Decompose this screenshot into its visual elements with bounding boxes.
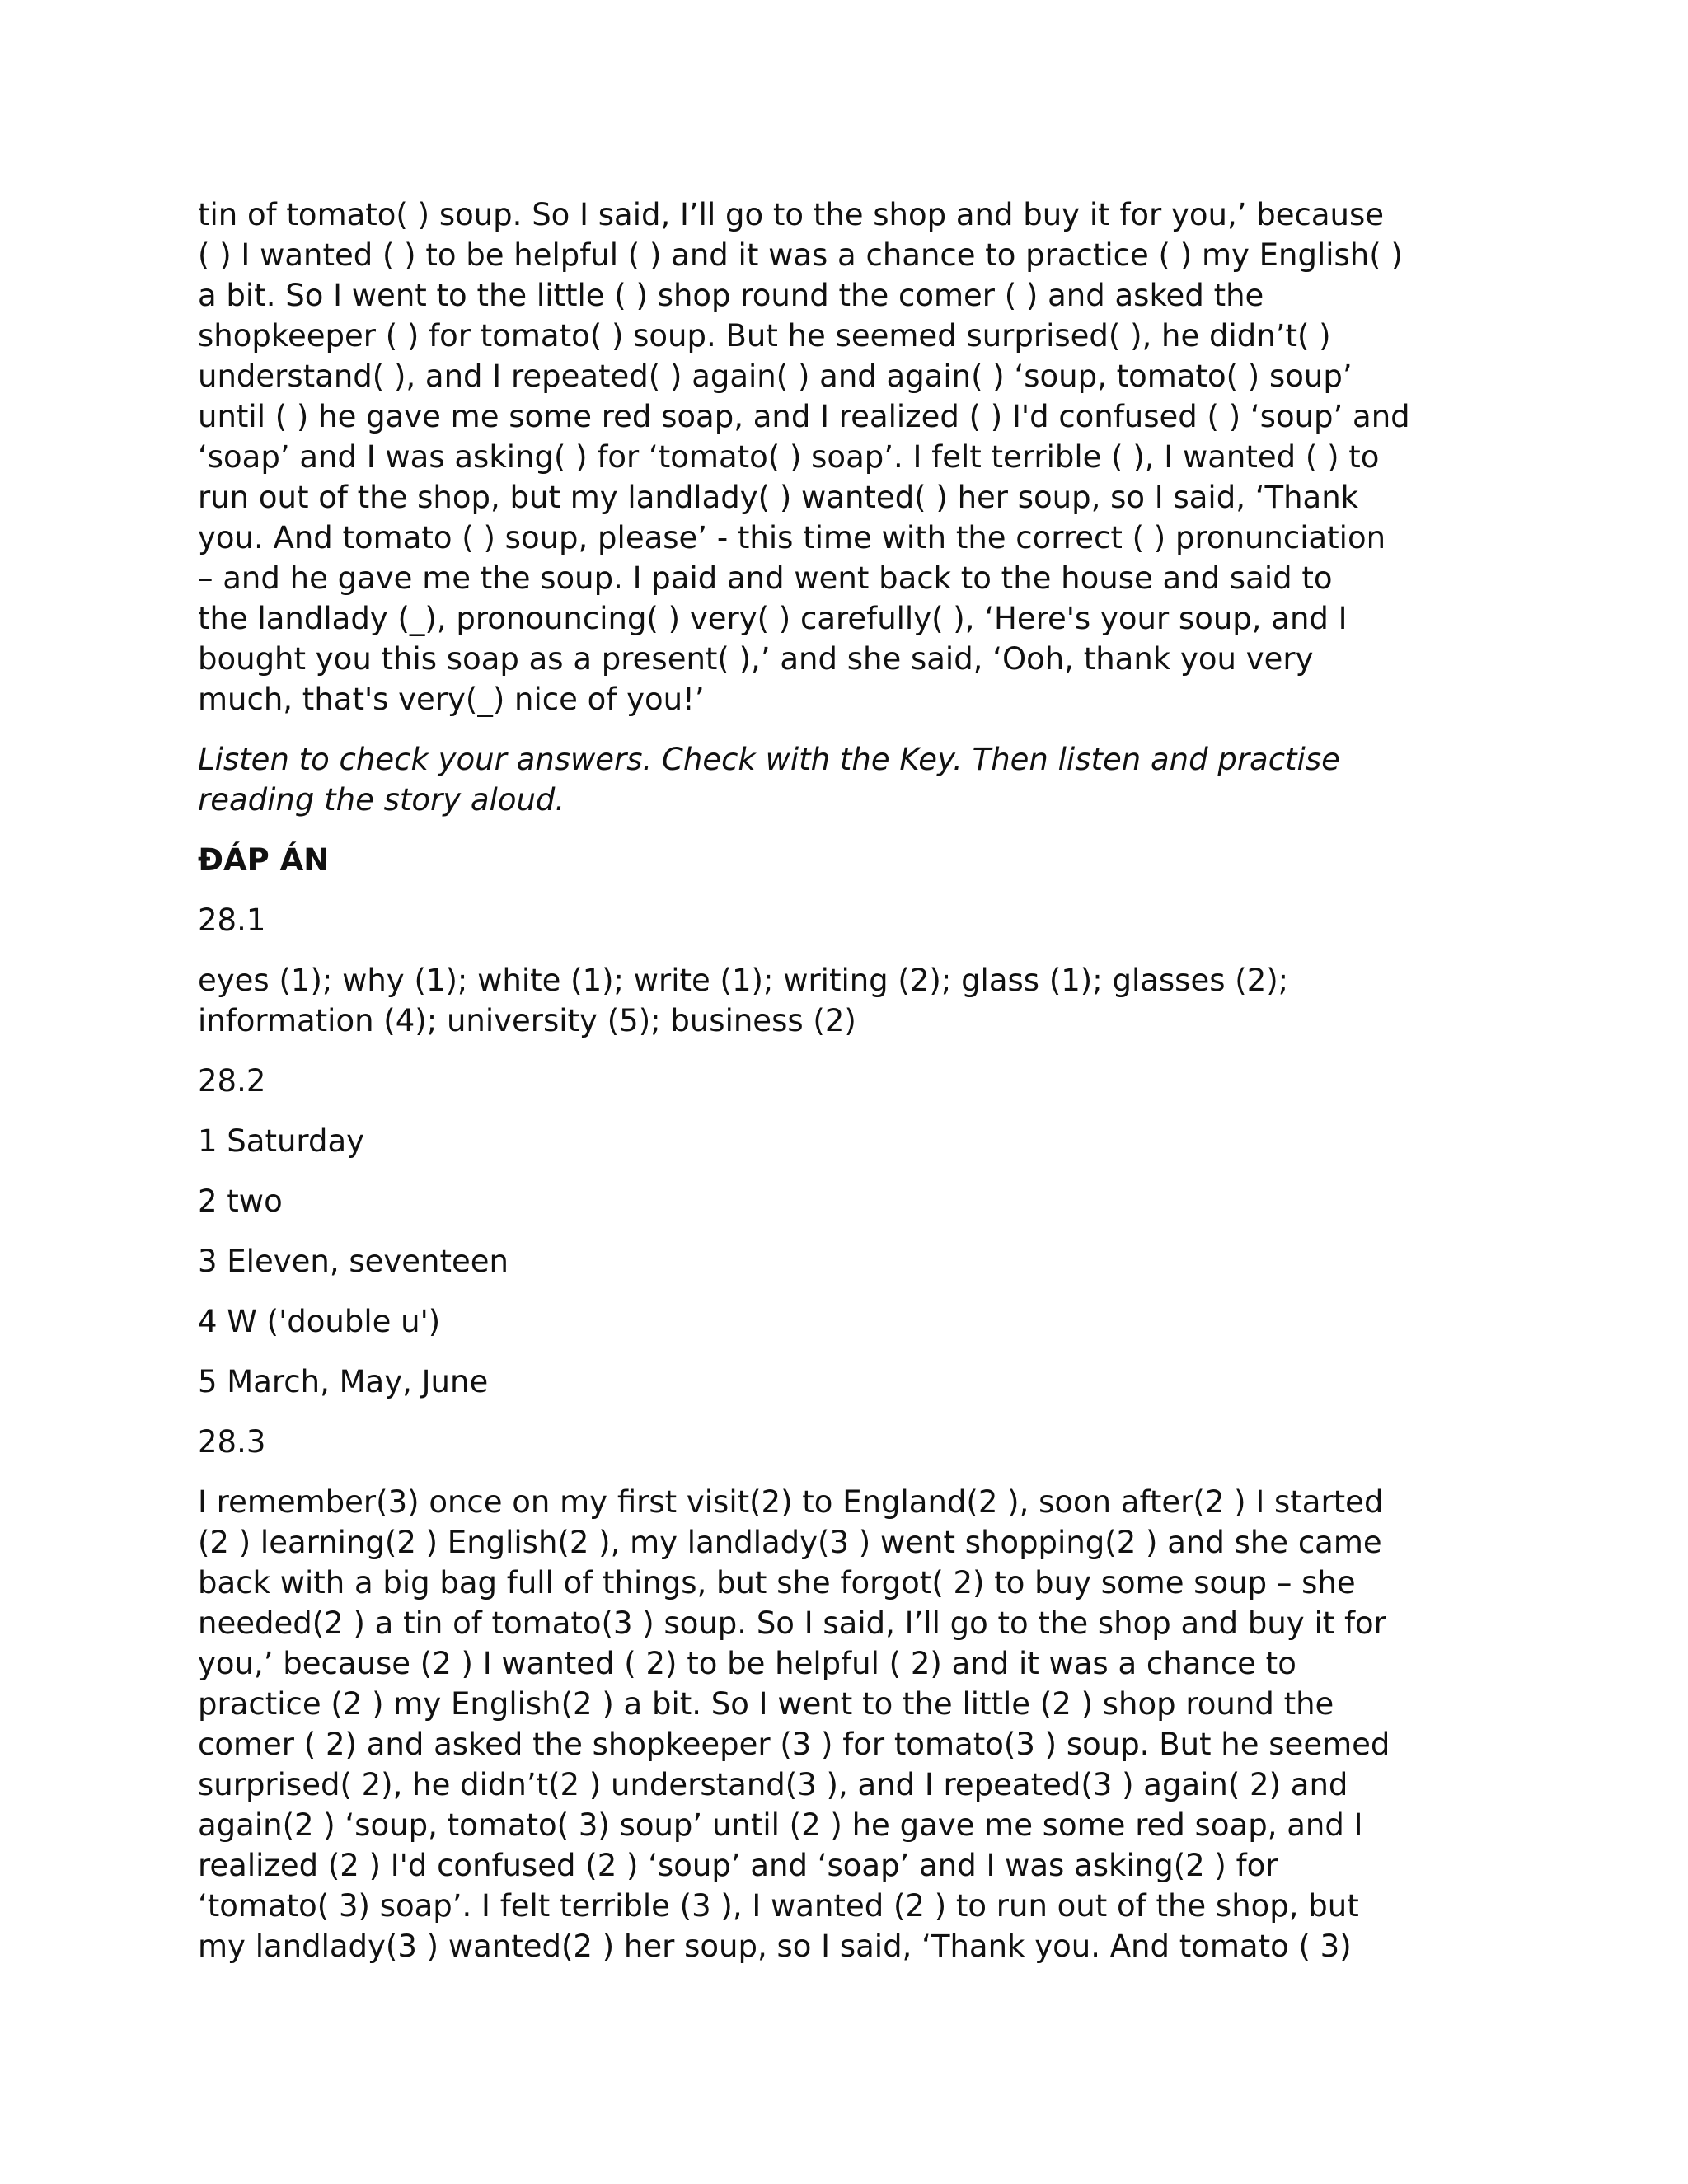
story-paragraph: [198, 194, 1500, 719]
answer-line: eyes (1); why (1); white (1); write (1); writing (2); glass (1); glasses (2);: [198, 963, 1289, 998]
answer-line: ‘tomato( 3) soap’. I felt terrible (3 ), I wanted (2 ) to run out of the shop, but: [198, 1888, 1359, 1924]
answer-line: you,’ because (2 ) I wanted ( 2) to be helpful ( 2) and it was a chance to: [198, 1646, 1296, 1681]
section-28-2-label: 28.2: [198, 1063, 266, 1099]
story-line: a bit. So I went to the little ( ) shop round the comer ( ) and asked the: [198, 278, 1264, 313]
instruction-line: reading the story aloud.: [198, 782, 565, 818]
answer-line: again(2 ) ‘soup, tomato( 3) soup’ until (2 ) he gave me some red soap, and I: [198, 1807, 1363, 1843]
story-line: understand( ), and I repeated( ) again( ) and again( ) ‘soup, tomato( ) soup’: [198, 359, 1353, 394]
story-line: ( ) I wanted ( ) to be helpful ( ) and it was a chance to practice ( ) my English( ): [198, 237, 1403, 273]
section-28-2-item: 5 March, May, June: [198, 1364, 489, 1399]
answer-heading: ĐÁP ÁN: [198, 842, 330, 878]
story-line: much, that's very(_) nice of you!’: [198, 682, 705, 717]
story-line: shopkeeper ( ) for tomato( ) soup. But he seemed surprised( ), he didn’t( ): [198, 318, 1331, 354]
section-28-2-item: 4 W ('double u'): [198, 1304, 441, 1339]
answer-line: surprised( 2), he didn’t(2 ) understand(3 ), and I repeated(3 ) again( 2) and: [198, 1767, 1348, 1802]
story-line: until ( ) he gave me some red soap, and I realized ( ) I'd confused ( ) ‘soup’ and: [198, 399, 1410, 434]
section-28-1-answers: [198, 960, 1500, 1041]
story-line: the landlady (_), pronouncing( ) very( ) carefully( ), ‘Here's your soup, and I: [198, 601, 1348, 636]
answer-line: realized (2 ) I'd confused (2 ) ‘soup’ and ‘soap’ and I was asking(2 ) for: [198, 1848, 1278, 1883]
answer-line: back with a big bag full of things, but she forgot( 2) to buy some soup – she: [198, 1565, 1356, 1601]
section-28-2-item: 1 Saturday: [198, 1123, 365, 1159]
answer-line: my landlady(3 ) wanted(2 ) her soup, so I said, ‘Thank you. And tomato ( 3): [198, 1929, 1352, 1964]
instruction-line: Listen to check your answers. Check with the Key. Then listen and practise: [198, 742, 1340, 777]
story-line: you. And tomato ( ) soup, please’ - this time with the correct ( ) pronunciation: [198, 520, 1386, 555]
document-page: [198, 194, 1500, 1986]
section-28-3-answers: [198, 1482, 1500, 1966]
answer-line: comer ( 2) and asked the shopkeeper (3 ) for tomato(3 ) soup. But he seemed: [198, 1727, 1390, 1762]
story-line: ‘soap’ and I was asking( ) for ‘tomato( ) soap’. I felt terrible ( ), I wanted ( ) to: [198, 439, 1380, 475]
story-line: tin of tomato( ) soup. So I said, I’ll go to the shop and buy it for you,’ because: [198, 197, 1385, 232]
answer-line: practice (2 ) my English(2 ) a bit. So I went to the little (2 ) shop round the: [198, 1686, 1334, 1722]
story-line: – and he gave me the soup. I paid and went back to the house and said to: [198, 560, 1333, 596]
section-28-3-label: 28.3: [198, 1424, 266, 1460]
section-28-2-item: 3 Eleven, seventeen: [198, 1244, 509, 1279]
instruction-paragraph: [198, 739, 1500, 820]
answer-line: I remember(3) once on my first visit(2) to England(2 ), soon after(2 ) I started: [198, 1484, 1384, 1520]
section-28-1-label: 28.1: [198, 902, 266, 938]
answer-line: (2 ) learning(2 ) English(2 ), my landlady(3 ) went shopping(2 ) and she came: [198, 1525, 1382, 1560]
answer-line: needed(2 ) a tin of tomato(3 ) soup. So I said, I’ll go to the shop and buy it for: [198, 1605, 1386, 1641]
story-line: bought you this soap as a present( ),’ and she said, ‘Ooh, thank you very: [198, 641, 1314, 677]
answer-line: information (4); university (5); business (2): [198, 1003, 856, 1038]
section-28-2-item: 2 two: [198, 1183, 283, 1219]
story-line: run out of the shop, but my landlady( ) wanted( ) her soup, so I said, ‘Thank: [198, 480, 1359, 515]
